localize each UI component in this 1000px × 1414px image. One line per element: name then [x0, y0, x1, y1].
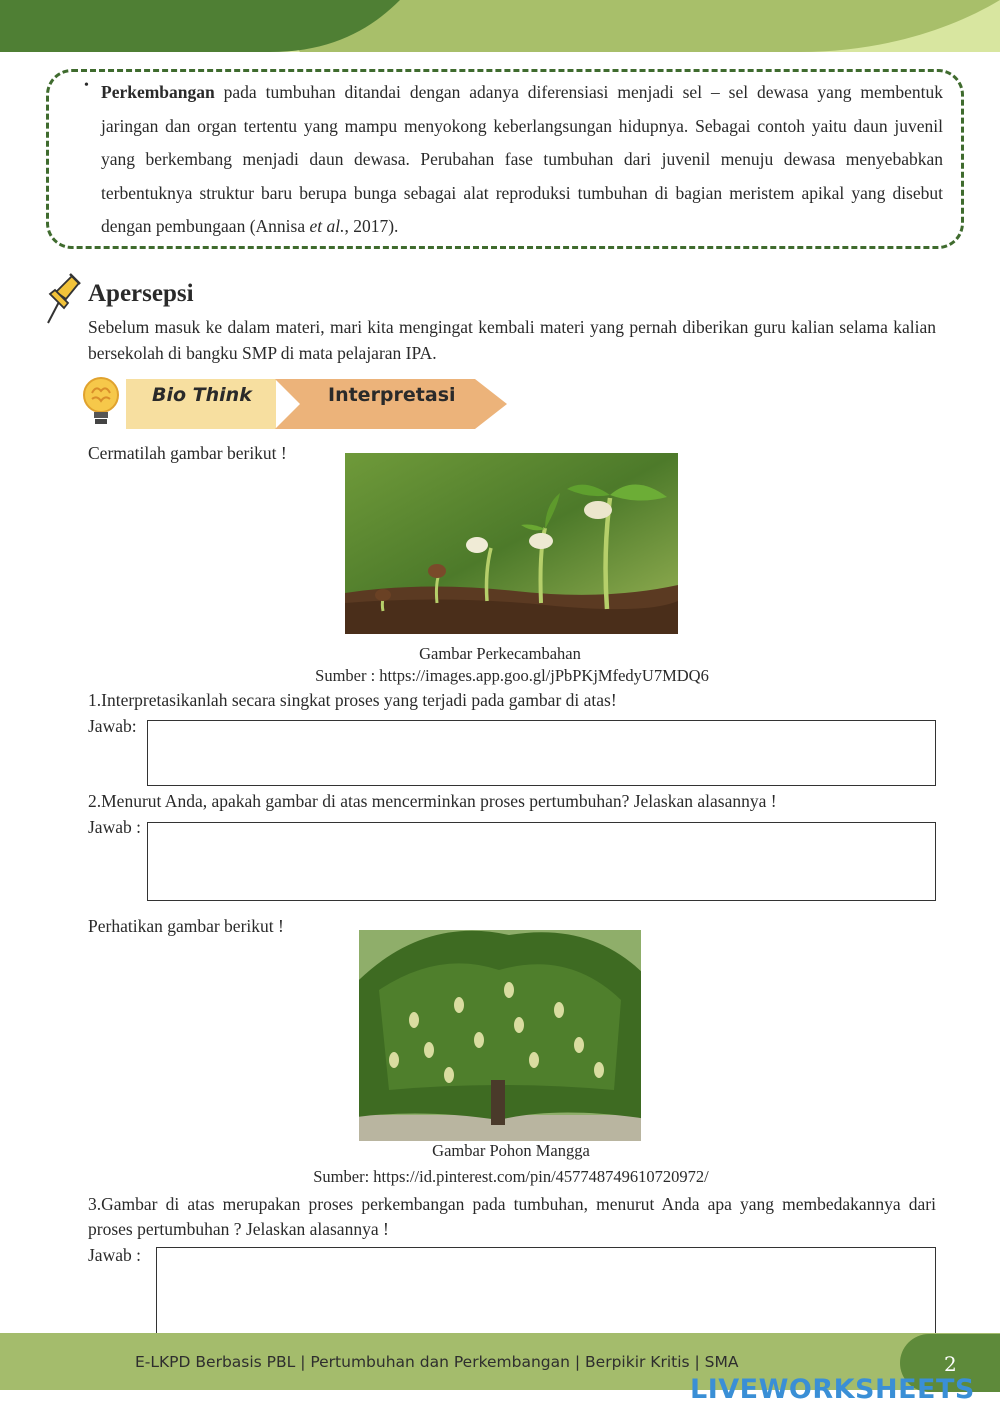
figure2-source: Sumber: https://id.pinterest.com/pin/457748749610720972/ [313, 1167, 709, 1186]
answer-2-label: Jawab : [88, 817, 141, 837]
definition-text: Perkembangan pada tumbuhan ditandai dengan adanya diferensiasi menjadi sel – sel dewasa yang membentuk jaringan dan organ tertentu yang mampu menyokong keberlangsungan hidupnya. Sebagai contoh yaitu daun juvenil yang berkembang menjadi daun dewasa. Perubahan fase tumbuhan dari juvenil menuju dewasa menyebabkan terbentuknya struktur baru berupa bunga sebagai alat reproduksi tumbuhan di bagian meristem apikal yang disebut dengan pembungaan (Annisa et al., 2017). [101, 82, 943, 236]
figure1-caption: Gambar Perkecambahan [419, 644, 581, 663]
footer-text: E-LKPD Berbasis PBL | Pertumbuhan dan Perkembangan | Berpikir Kritis | SMA [135, 1353, 739, 1371]
interpretasi-label: Interpretasi [328, 384, 456, 406]
figure2-prompt: Perhatikan gambar berikut ! [88, 916, 284, 936]
lightbulb-brain-icon [80, 375, 122, 429]
question-1: 1.Interpretasikanlah secara singkat proses yang terjadi pada gambar di atas! [88, 690, 617, 710]
bullet-point: • [84, 78, 89, 93]
apersepsi-title: Apersepsi [88, 280, 194, 307]
liveworksheets-watermark: LIVEWORKSHEETS [690, 1374, 975, 1405]
figure2-caption: Gambar Pohon Mangga [432, 1141, 590, 1160]
pushpin-icon [42, 272, 82, 326]
definition-term: Perkembangan [101, 82, 215, 102]
bio-think-label: Bio Think [152, 384, 252, 406]
question-3: 3.Gambar di atas merupakan proses perkembangan pada tumbuhan, menurut Anda apa yang membedakannya dari proses pertumbuhan ? Jelaskan alasannya ! [88, 1194, 936, 1239]
question-2: 2.Menurut Anda, apakah gambar di atas mencerminkan proses pertumbuhan? Jelaskan alasannya ! [88, 791, 777, 811]
answer-3-label: Jawab : [88, 1245, 141, 1265]
answer-1-box[interactable] [147, 720, 936, 786]
answer-1-label: Jawab: [88, 716, 137, 736]
seedling-germination-image [345, 453, 678, 634]
answer-3-box[interactable] [156, 1247, 936, 1334]
answer-2-box[interactable] [147, 822, 936, 901]
figure1-source: Sumber : https://images.app.goo.gl/jPbPKjMfedyU7MDQ6 [315, 666, 709, 685]
page-number: 2 [944, 1352, 957, 1376]
apersepsi-text: Sebelum masuk ke dalam materi, mari kita mengingat kembali materi yang pernah diberikan guru kalian selama kalian bersekolah di bangku SMP di mata pelajaran IPA. [88, 317, 936, 363]
figure1-prompt: Cermatilah gambar berikut ! [88, 443, 287, 463]
mango-tree-image [359, 930, 641, 1141]
header-decoration [0, 0, 1000, 52]
